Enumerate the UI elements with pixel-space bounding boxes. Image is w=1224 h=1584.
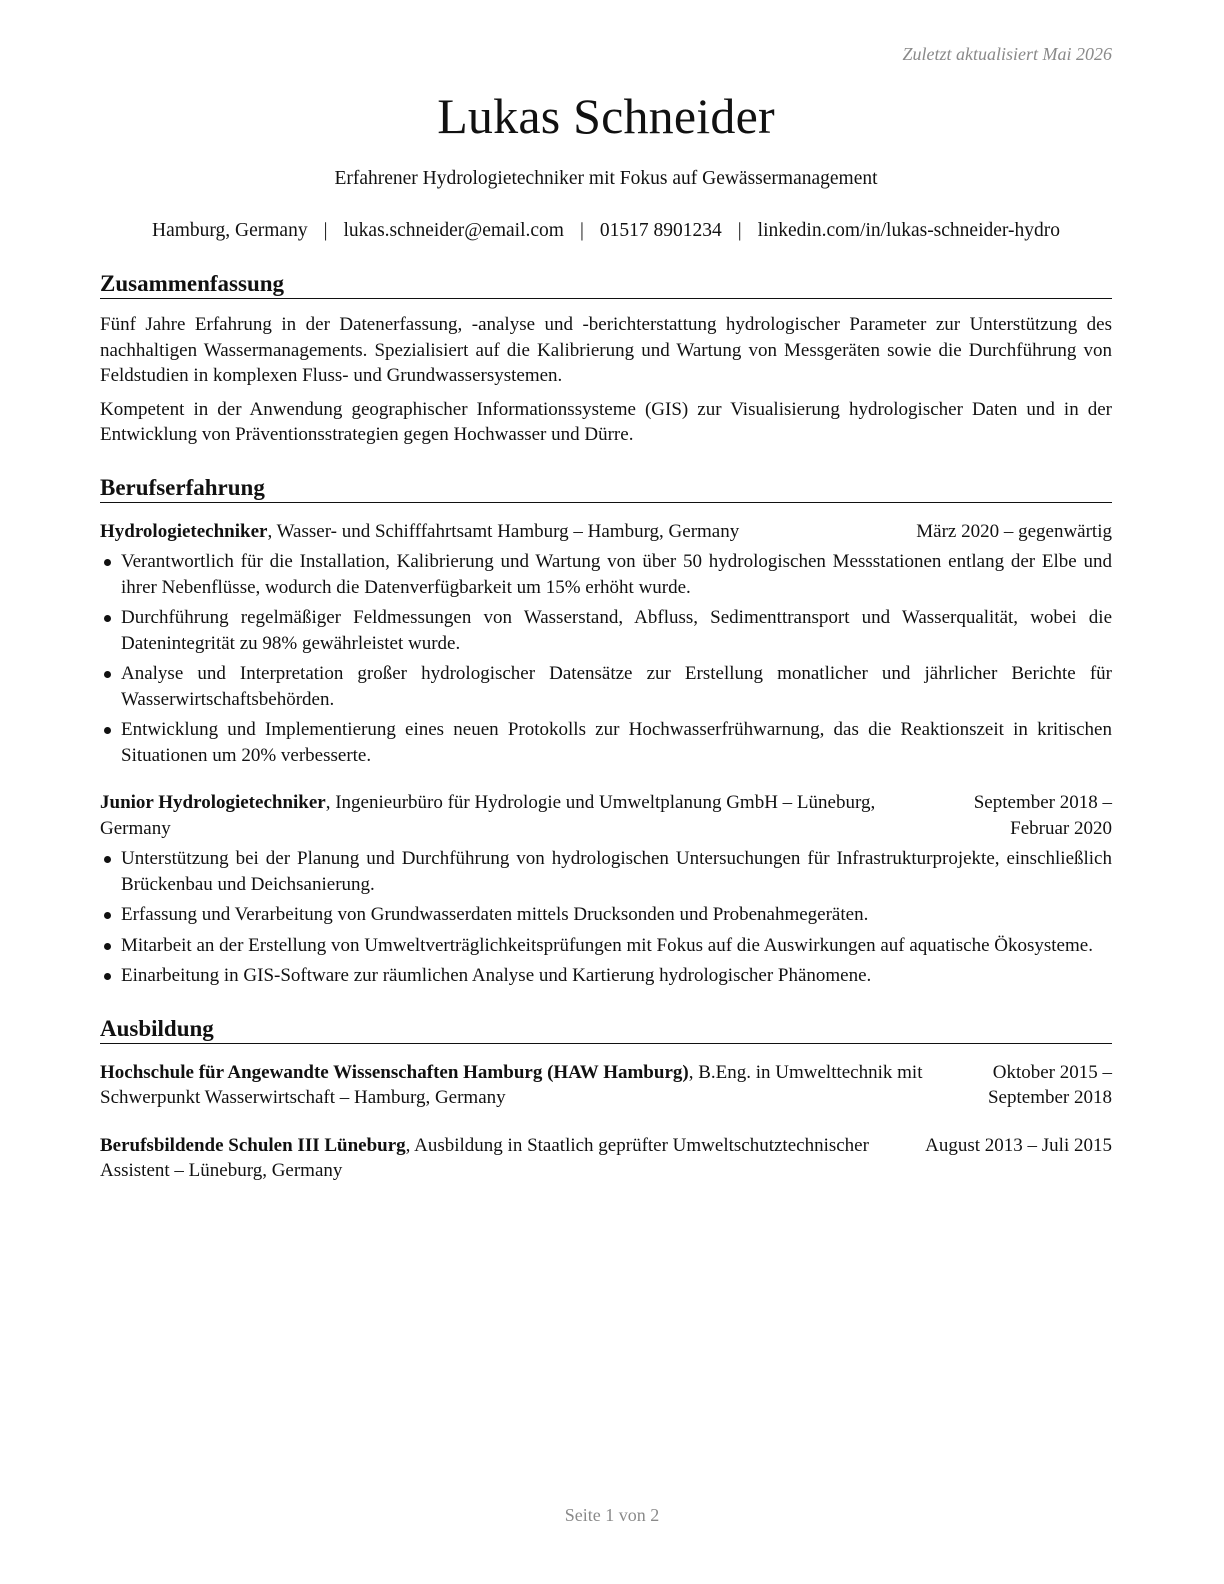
education-school: Berufsbildende Schulen III Lüneburg [100,1134,406,1156]
education-entry [100,1060,1112,1111]
section-title-experience: Berufserfahrung [100,474,1112,503]
summary-section [100,270,1112,448]
contact-separator: | [323,220,328,241]
contact-email[interactable]: lukas.schneider@email.com [343,220,564,241]
job-bullet: Einarbeitung in GIS-Software zur räumlichen Analyse und Kartierung hydrologischer Phänomene. [100,963,1112,989]
education-header [100,1060,1112,1111]
job-bullet: Mitarbeit an der Erstellung von Umweltverträglichkeitsprüfungen mit Fokus auf die Auswirkungen auf aquatische Ökosysteme. [100,933,1112,959]
job-role: Junior Hydrologietechniker [100,792,326,813]
section-title-education: Ausbildung [100,1015,1112,1044]
contact-separator: | [737,220,742,241]
candidate-name: Lukas Schneider [437,88,775,144]
education-detail: , B.Eng. in Umwelttechnik mit Schwerpunkt Wasserwirtschaft – Hamburg, Germany [100,1061,923,1108]
job-role: Hydrologietechniker [100,520,268,542]
education-entry [100,1133,1112,1184]
education-school: Hochschule für Angewandte Wissenschaften Hamburg (HAW Hamburg) [100,1061,689,1083]
contact-line [100,218,1112,244]
page-number: Seite 1 von 2 [564,1505,660,1525]
summary-paragraph: Kompetent in der Anwendung geographischer Informationssysteme (GIS) zur Visualisierung hydrologischer Daten und in der Entwicklung von Präventionsstrategien gegen Hochwasser und Dürre. [100,398,1112,445]
job-bullet: Entwicklung und Implementierung eines neuen Protokolls zur Hochwasserfrühwarnung, das die Reaktionszeit in kritischen Situationen um 20% verbesserte. [100,717,1112,768]
resume-page [100,84,1112,1184]
education-header [100,1133,1112,1184]
experience-section [100,474,1112,989]
education-dates: Oktober 2015 – September 2018 [987,1061,1112,1108]
contact-linkedin[interactable]: linkedin.com/in/lukas-schneider-hydro [757,220,1060,241]
job-header [100,790,1112,841]
job-entry [100,790,1112,989]
job-entry [100,519,1112,769]
education-section [100,1015,1112,1184]
job-bullets [100,846,1112,989]
job-bullet: Analyse und Interpretation großer hydrologischer Datensätze zur Erstellung monatlicher und jährlicher Berichte für Wasserwirtschaftsbehörden. [100,661,1112,712]
contact-phone[interactable]: 01517 8901234 [599,220,722,241]
last-updated-note: Zuletzt aktualisiert Mai 2026 [902,44,1112,64]
job-bullets [100,549,1112,768]
job-header [100,519,1112,545]
education-dates: August 2013 – Juli 2015 [925,1134,1112,1156]
summary-paragraph: Fünf Jahre Erfahrung in der Datenerfassung, -analyse und -berichterstattung hydrologischer Parameter zur Unterstützung des nachhaltigen Wassermanagements. Spezialisiert auf die Kalibrierung und Wartung von Messgeräten sowie die Durchführung von Feldstudien in komplexen Fluss- und Grundwassersystemen. [100,314,1112,386]
contact-separator: | [579,220,584,241]
job-bullet: Verantwortlich für die Installation, Kalibrierung und Wartung von über 50 hydrologischen Messstationen entlang der Elbe und ihrer Nebenflüsse, wodurch die Datenverfügbarkeit um 15% erhöht wurde. [100,549,1112,600]
job-bullet: Durchführung regelmäßiger Feldmessungen von Wasserstand, Abfluss, Sedimenttransport und Wasserqualität, wobei die Datenintegrität zu 98% gewährleistet wurde. [100,605,1112,656]
education-detail: , Ausbildung in Staatlich geprüfter Umweltschutztechnischer Assistent – Lüneburg, Germany [100,1134,869,1181]
candidate-headline: Erfahrener Hydrologietechniker mit Fokus auf Gewässermanagement [334,168,878,189]
job-employer: , Ingenieurbüro für Hydrologie und Umweltplanung GmbH – Lüneburg, Germany [100,792,876,839]
contact-location: Hamburg, Germany [151,220,308,241]
job-bullet: Erfassung und Verarbeitung von Grundwasserdaten mittels Drucksonden und Probenahmegeräten. [100,902,1112,928]
section-title-summary: Zusammenfassung [100,270,1112,299]
job-dates: September 2018 – Februar 2020 [973,792,1112,839]
job-employer: , Wasser- und Schifffahrtsamt Hamburg – Hamburg, Germany [267,520,740,542]
job-bullet: Unterstützung bei der Planung und Durchführung von hydrologischen Untersuchungen für Infrastrukturprojekte, einschließlich Brückenbau und Deichsanierung. [100,846,1112,897]
job-dates: März 2020 – gegenwärtig [916,520,1112,542]
